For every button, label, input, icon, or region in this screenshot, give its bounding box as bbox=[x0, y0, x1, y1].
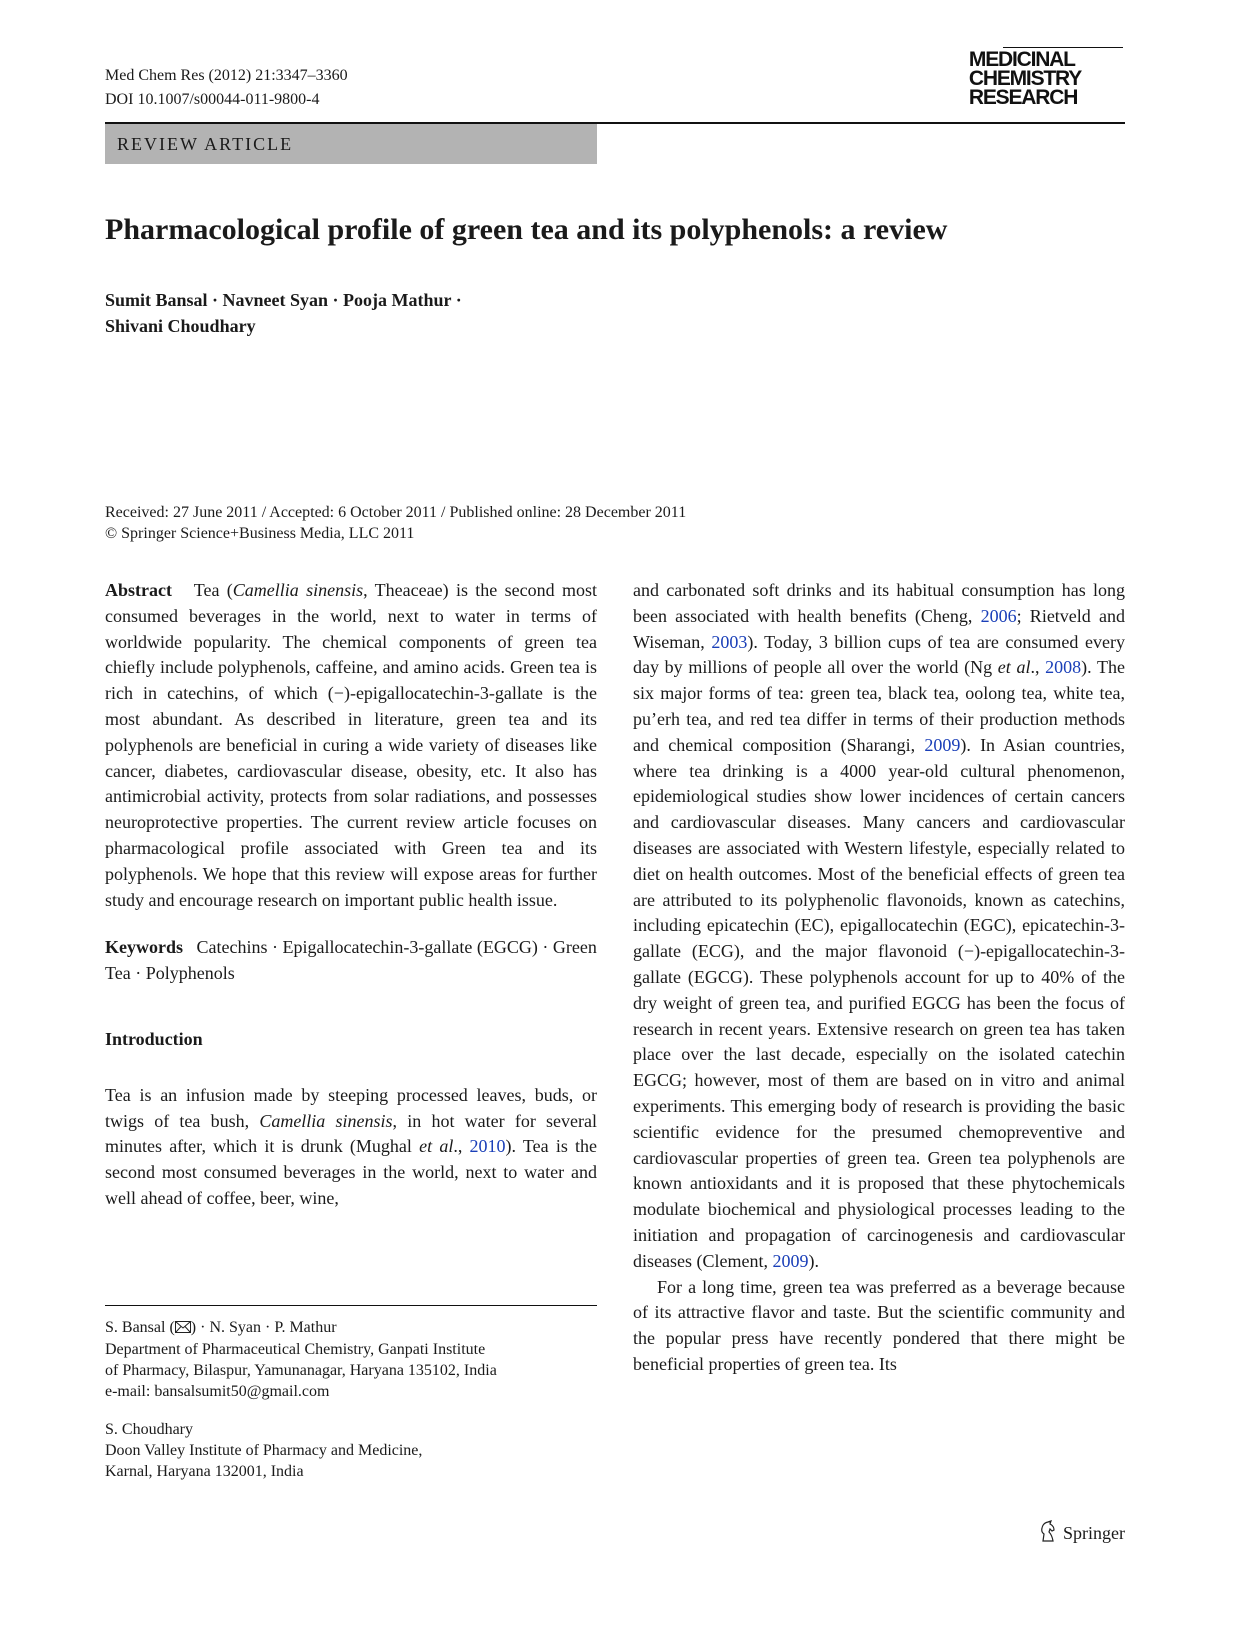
right-column bbox=[633, 578, 1125, 1378]
affiliation-email[interactable]: e-mail: bansalsumit50@gmail.com bbox=[105, 1382, 330, 1400]
affiliation-dept: Department of Pharmaceutical Chemistry, Ganpati Institute bbox=[105, 1340, 486, 1358]
authors bbox=[105, 287, 565, 339]
introduction-heading: Introduction bbox=[105, 1028, 203, 1049]
journal-info bbox=[105, 64, 348, 112]
journal-citation: Med Chem Res (2012) 21:3347–3360 bbox=[105, 67, 348, 84]
keywords bbox=[105, 935, 597, 987]
introduction-paragraph: Tea is an infusion made by steeping processed leaves, buds, or twigs of tea bush, Camellia sinensis, in hot water for several minutes after, which it is drunk (Mughal et al., 2010). Tea is the second most consumed beverages in the world, next to water and well ahead of coffee, beer, wine, bbox=[105, 1084, 598, 1208]
publisher-logo bbox=[1039, 1520, 1125, 1547]
publication-dates bbox=[105, 502, 686, 544]
article-title: Pharmacological profile of green tea and its polyphenols: a review bbox=[105, 213, 948, 246]
affiliation-institute: Doon Valley Institute of Pharmacy and Medicine, bbox=[105, 1442, 423, 1459]
abstract: Abstract Tea (Camellia sinensis, Theaceae) is the second most consumed beverages in the world, next to water in terms of worldwide popularity. The chemical components of green tea chiefly include polyphenols, caffeine, and amino acids. Green tea is rich in catechins, of which (−)-epigallocatechin-3-gallate is the most abundant. As described in literature, green tea and its polyphenols are beneficial in curing a wide variety of diseases like cancer, diabetes, cardiovascular disease, obesity, etc. It also has antimicrobial activity, protects from solar radiations, and possesses neuroprotective properties. The current review article focuses on pharmacological profile associated with Green tea and its polyphenols. We hope that this review will expose areas for further study and encourage research on important public health issue. bbox=[105, 580, 597, 910]
body-paragraph: For a long time, green tea was preferred as a beverage because of its attractive flavor and taste. But the scientific community and the popular press have recently pondered that there might be beneficial properties of green tea. Its bbox=[633, 1276, 1125, 1374]
logo-line-2: CHEMISTRY bbox=[968, 67, 1081, 90]
authors-line-1: Sumit Bansal · Navneet Syan · Pooja Mathur · bbox=[105, 290, 462, 310]
citation-link[interactable]: 2003 bbox=[711, 631, 748, 652]
dates-line: Received: 27 June 2011 / Accepted: 6 October 2011 / Published online: 28 December 2011 bbox=[105, 504, 687, 521]
left-column bbox=[105, 578, 597, 1212]
copyright-line: © Springer Science+Business Media, LLC 2011 bbox=[105, 525, 415, 542]
citation-link[interactable]: 2008 bbox=[1045, 657, 1082, 678]
citation-link[interactable]: 2009 bbox=[772, 1250, 809, 1271]
envelope-icon[interactable] bbox=[175, 1318, 191, 1339]
abstract-label: Abstract bbox=[105, 580, 172, 600]
article-type-banner: REVIEW ARTICLE bbox=[105, 124, 597, 164]
body-paragraph: and carbonated soft drinks and its habitual consumption has long been associated with health benefits (Cheng, 2006; Rietveld and Wiseman, 2003). Today, 3 billion cups of tea are consumed every day by millions of people all over the world (Ng et al., 2008). The six major forms of tea: green tea, black tea, oolong tea, white tea, pu’erh tea, and red tea differ in terms of their production methods and chemical composition (Sharangi, 2009). In Asian countries, where tea drinking is a 4000 year-old cultural phenomenon, epidemiological studies show lower incidences of certain cancers and cardiovascular diseases. Many cancers and cardiovascular diseases are associated with Western lifestyle, especially related to diet on health outcomes. Most of the beneficial effects of green tea are attributed to its polyphenolic flavonoids, known as catechins, including epicatechin (EC), epigallocatechin (EGC), epicatechin-3-gallate (ECG), and the major flavonoid (−)-epigallocatechin-3-gallate (EGCG). These polyphenols account for up to 40% of the dry weight of green tea, and purified EGCG has been the focus of research in recent years. Extensive research on green tea has taken place over the last decade, especially on the isolated catechin EGCG; however, most of them are based on in vitro and animal experiments. This emerging body of research is providing the basic scientific evidence for the presumed chemopreventive and cardiovascular properties of green tea. Green tea polyphenols are known antioxidants and it is proposed that these phytochemicals modulate biochemical and physiological processes leading to the initiation and propagation of carcinogenesis and cardiovascular diseases (Clement, 2009). bbox=[633, 580, 1125, 1271]
footnote-rule bbox=[105, 1305, 597, 1306]
affiliation-2 bbox=[105, 1419, 597, 1482]
publisher-name: Springer bbox=[1063, 1523, 1125, 1543]
logo-line-1: MEDICINAL bbox=[968, 48, 1075, 71]
affiliation-address: Karnal, Haryana 132001, India bbox=[105, 1463, 304, 1480]
affiliation-1 bbox=[105, 1317, 597, 1402]
journal-logo bbox=[969, 50, 1081, 107]
affiliation-authors: S. Bansal ( ) · N. Syan · P. Mathur bbox=[105, 1317, 597, 1339]
affiliation-address: of Pharmacy, Bilaspur, Yamunanagar, Haryana 135102, India bbox=[105, 1361, 497, 1379]
citation-link[interactable]: 2010 bbox=[469, 1136, 506, 1157]
citation-link[interactable]: 2009 bbox=[924, 734, 961, 755]
authors-line-2: Shivani Choudhary bbox=[105, 316, 256, 336]
keywords-label: Keywords bbox=[105, 937, 183, 958]
springer-horse-icon bbox=[1039, 1520, 1057, 1547]
affiliation-author: S. Choudhary bbox=[105, 1421, 193, 1438]
keywords-text: Catechins · Epigallocatechin-3-gallate (EGCG) · Green Tea · Polyphenols bbox=[105, 937, 597, 984]
citation-link[interactable]: 2006 bbox=[980, 605, 1017, 626]
doi: DOI 10.1007/s00044-011-9800-4 bbox=[105, 91, 320, 108]
logo-line-3: RESEARCH bbox=[968, 86, 1078, 109]
